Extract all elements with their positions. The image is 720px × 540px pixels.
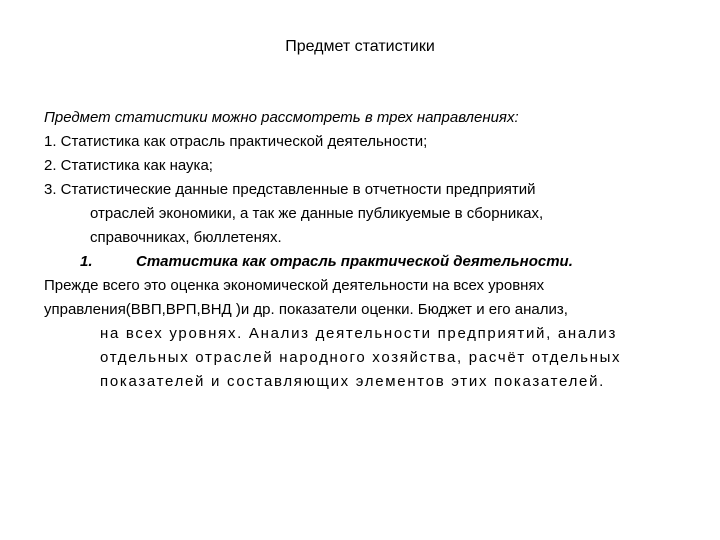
slide-body xyxy=(44,106,684,394)
list-item: 3. Статистические данные представленные в отчетности предприятий xyxy=(44,181,536,198)
list-item-continuation: отраслей экономики, а так же данные публикуемые в сборниках, xyxy=(90,205,544,222)
section-heading xyxy=(44,250,684,274)
section-number: 1. xyxy=(80,253,93,270)
paragraph-line: на всех уровнях. Анализ деятельности предприятий, анализ xyxy=(100,325,618,342)
list-item-continuation: справочниках, бюллетенях. xyxy=(90,229,282,246)
section-heading-text: Статистика как отрасль практической деятельности. xyxy=(136,253,573,270)
paragraph-line: Прежде всего это оценка экономической деятельности на всех уровнях xyxy=(44,277,545,294)
list-item: 2. Статистика как наука; xyxy=(44,157,213,174)
paragraph-line: отдельных отраслей народного хозяйства, расчёт отдельных xyxy=(100,349,622,366)
list-item: 1. Статистика как отрасль практической деятельности; xyxy=(44,133,428,150)
intro-line: Предмет статистики можно рассмотреть в трех направлениях: xyxy=(44,109,519,126)
slide-title: Предмет статистики xyxy=(285,38,435,55)
paragraph-line: управления(ВВП,ВРП,ВНД )и др. показатели оценки. Бюджет и его анализ, xyxy=(44,301,568,318)
paragraph-line: показателей и составляющих элементов этих показателей. xyxy=(100,373,606,390)
